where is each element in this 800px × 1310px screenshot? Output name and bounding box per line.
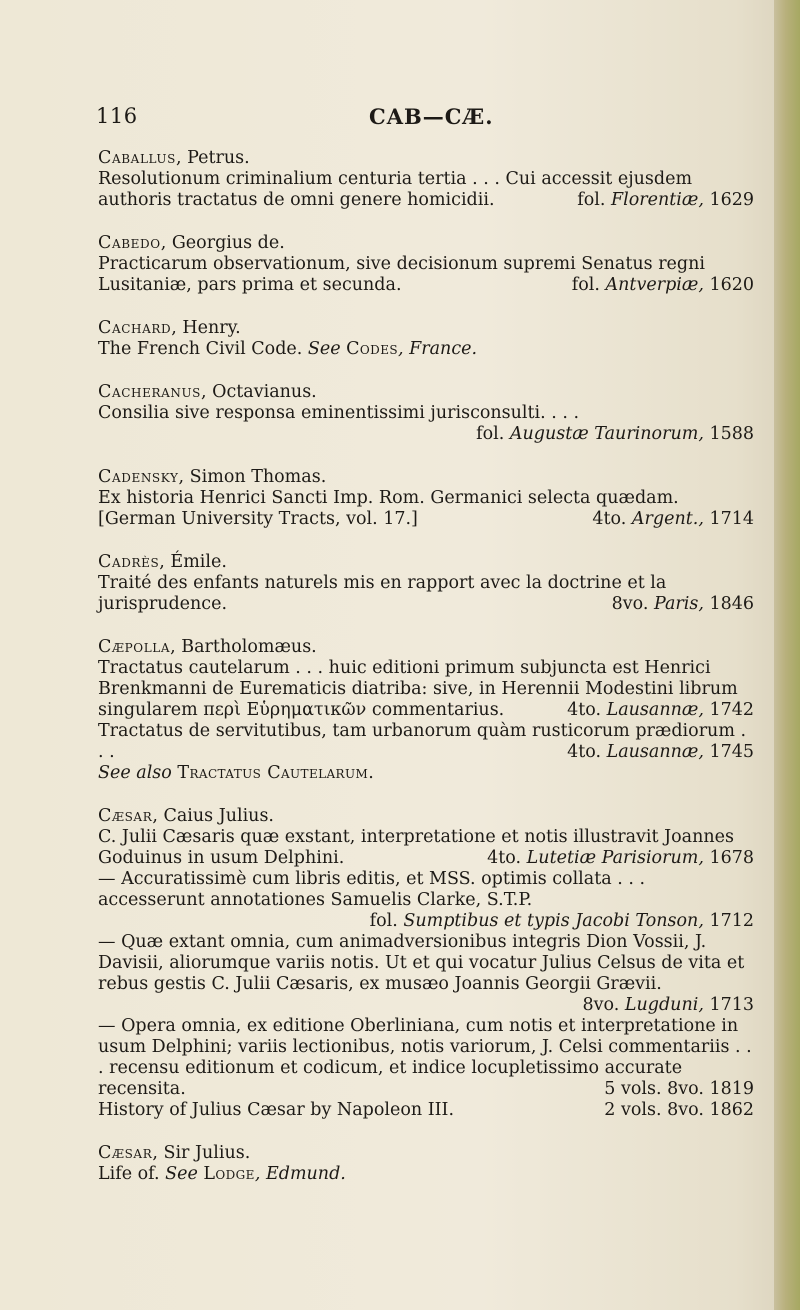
work-place: Antverpiæ, <box>605 275 710 295</box>
work-text: C. Julii Cæsaris quæ exstant, interpretatione et notis illustravit Joannes Goduinus in usum Delphini. <box>98 827 734 868</box>
work-imprint <box>604 1100 754 1121</box>
catalogue-entry <box>98 233 754 296</box>
work-format: 8vo. <box>582 995 625 1015</box>
entry-heading <box>98 637 754 658</box>
work-format: fol. <box>577 190 611 210</box>
see-also-label: See also <box>98 763 178 783</box>
entry-forename: , Petrus. <box>175 148 250 168</box>
see-label: See <box>165 1164 204 1184</box>
work-year: 1620 <box>709 275 754 295</box>
entry-surname: Cacheranus <box>98 382 201 402</box>
work-place: Augustæ Taurinorum, <box>509 424 710 444</box>
catalogue-entry <box>98 1143 754 1185</box>
work-imprint <box>487 848 754 869</box>
cross-reference-tail: , Edmund. <box>254 1164 346 1184</box>
work-year: 1846 <box>709 594 754 614</box>
work-format: fol. <box>369 911 404 931</box>
work-imprint <box>577 190 754 211</box>
entry-forename: , Simon Thomas. <box>178 467 327 487</box>
entry-forename: , Caius Julius. <box>152 806 274 826</box>
entry-surname: Cabedo <box>98 233 161 253</box>
work-title <box>98 1100 754 1121</box>
work-title <box>98 932 754 1016</box>
entry-surname: Cadensky <box>98 467 179 487</box>
work-imprint <box>612 594 754 615</box>
work-title <box>98 721 754 763</box>
work-series: [German University Tracts, vol. 17.] <box>98 509 418 529</box>
work-year: 1713 <box>709 995 754 1015</box>
cross-reference: Codes <box>346 339 398 359</box>
catalogue-entry <box>98 467 754 530</box>
work-format: 2 vols. 8vo. <box>604 1100 710 1120</box>
entry-forename: , Henry. <box>171 318 241 338</box>
work-imprint <box>567 700 754 721</box>
entry-surname: Cachard <box>98 318 172 338</box>
work-year: 1588 <box>709 424 754 444</box>
work-year: 1712 <box>709 911 754 931</box>
see-label: See <box>307 339 347 359</box>
entry-forename: , Octavianus. <box>201 382 317 402</box>
page-number: 116 <box>96 104 138 128</box>
work-year: 1742 <box>709 700 754 720</box>
work-imprint <box>583 995 754 1016</box>
entry-heading <box>98 806 754 827</box>
work-place: Lugduni, <box>624 995 710 1015</box>
catalogue-entry <box>98 637 754 784</box>
work-title <box>98 169 754 211</box>
catalogue-entry <box>98 806 754 1121</box>
work-format: 4to. <box>487 848 527 868</box>
entry-heading <box>98 318 754 339</box>
work-text: — Accuratissimè cum libris editis, et MSS. optimis collata . . . accesserunt annotationes Samuelis Clarke, S.T.P. <box>98 869 646 910</box>
catalogue-entry <box>98 552 754 615</box>
work-imprint <box>572 275 754 296</box>
see-also <box>98 763 754 784</box>
running-title: CAB—CÆ. <box>369 104 494 129</box>
work-title <box>98 573 754 615</box>
work-text: The French Civil Code. <box>98 339 308 359</box>
work-year: 1745 <box>709 742 754 762</box>
page-header <box>0 104 800 134</box>
cross-reference-tail: , France. <box>397 339 478 359</box>
work-title <box>98 1016 754 1100</box>
work-text: Practicarum observationum, sive decisionum supremi Senatus regni Lusitaniæ, pars prima et secunda. <box>98 254 705 295</box>
entry-heading <box>98 148 754 169</box>
work-imprint <box>604 1079 754 1100</box>
entry-heading <box>98 552 754 573</box>
work-format: 4to. <box>567 742 607 762</box>
entry-heading <box>98 233 754 254</box>
entry-surname: Cæsar <box>98 806 153 826</box>
work-imprint <box>567 742 754 763</box>
entry-heading <box>98 382 754 403</box>
see-also-ref: Tractatus Cautelarum. <box>177 763 375 783</box>
work-year: 1819 <box>709 1079 754 1099</box>
entry-surname: Cæsar <box>98 1143 153 1163</box>
work-format: 4to. <box>567 700 607 720</box>
work-text: Life of. <box>98 1164 166 1184</box>
work-title <box>98 658 754 721</box>
work-place: Florentiæ, <box>610 190 710 210</box>
work-text: Tractatus de servitutibus, tam urbanorum quàm rusticorum prædiorum . . . <box>98 721 747 762</box>
work-format: 8vo. <box>611 594 654 614</box>
entry-forename: , Bartholomæus. <box>170 637 317 657</box>
work-format: 5 vols. 8vo. <box>604 1079 710 1099</box>
work-place: Argent., <box>631 509 710 529</box>
work-text: Consilia sive responsa eminentissimi jurisconsulti. . . . <box>98 403 580 423</box>
catalogue-entries <box>98 148 754 1207</box>
entry-heading <box>98 1143 754 1164</box>
work-year: 1714 <box>709 509 754 529</box>
work-title <box>98 488 754 530</box>
page-edge <box>774 0 800 1310</box>
work-place: Lausannæ, <box>606 742 710 762</box>
work-format: fol. <box>571 275 606 295</box>
work-imprint <box>476 424 754 445</box>
work-title <box>98 403 754 445</box>
work-title <box>98 339 754 360</box>
work-text: Traité des enfants naturels mis en rapport avec la doctrine et la jurisprudence. <box>98 573 667 614</box>
work-text: Resolutionum criminalium centuria tertia . . . Cui accessit ejusdem authoris tractatus de omni genere homicidii. <box>98 169 693 210</box>
work-imprint <box>370 911 754 932</box>
work-title <box>98 1164 754 1185</box>
work-place: Lutetiæ Parisiorum, <box>526 848 710 868</box>
work-text: Tractatus cautelarum . . . huic editioni primum subjuncta est Henrici Brenkmanni de Eurematicis diatriba: sive, in Herennii Modestini librum singularem περὶ Εὑρηματικῶν commentarius. <box>98 658 738 720</box>
entry-surname: Cadrès <box>98 552 160 572</box>
work-text: Ex historia Henrici Sancti Imp. Rom. Germanici selecta quædam. <box>98 488 679 508</box>
entry-forename: , Georgius de. <box>160 233 285 253</box>
work-text: History of Julius Cæsar by Napoleon III. <box>98 1100 455 1120</box>
catalogue-entry <box>98 382 754 445</box>
work-year: 1862 <box>709 1100 754 1120</box>
work-title <box>98 869 754 932</box>
work-place: Paris, <box>653 594 710 614</box>
work-title <box>98 254 754 296</box>
catalogue-entry <box>98 318 754 360</box>
entry-forename: , Émile. <box>159 552 227 572</box>
work-year: 1678 <box>709 848 754 868</box>
work-title <box>98 827 754 869</box>
work-format: 4to. <box>592 509 632 529</box>
work-year: 1629 <box>709 190 754 210</box>
entry-surname: Caballus <box>98 148 176 168</box>
work-text: — Opera omnia, ex editione Oberliniana, cum notis et interpretatione in usum Delphini; variis lectionibus, notis variorum, J. Celsi commentariis . . . recensu editionum et codicum, et indice locupletissimo accurate recensita. <box>98 1016 752 1099</box>
entry-forename: , Sir Julius. <box>152 1143 251 1163</box>
work-place: Sumptibus et typis Jacobi Tonson, <box>403 911 710 931</box>
catalogue-entry <box>98 148 754 211</box>
cross-reference: Lodge <box>203 1164 255 1184</box>
work-text: — Quæ extant omnia, cum animadversionibus integris Dion Vossii, J. Davisii, aliorumque variis notis. Ut et qui vocatur Julius Celsus de vita et rebus gestis C. Julii Cæsaris, ex musæo Joannis Georgii Grævii. <box>98 932 745 994</box>
work-imprint <box>592 509 754 530</box>
work-place: Lausannæ, <box>606 700 710 720</box>
entry-surname: Cæpolla <box>98 637 171 657</box>
work-format: fol. <box>476 424 510 444</box>
entry-heading <box>98 467 754 488</box>
